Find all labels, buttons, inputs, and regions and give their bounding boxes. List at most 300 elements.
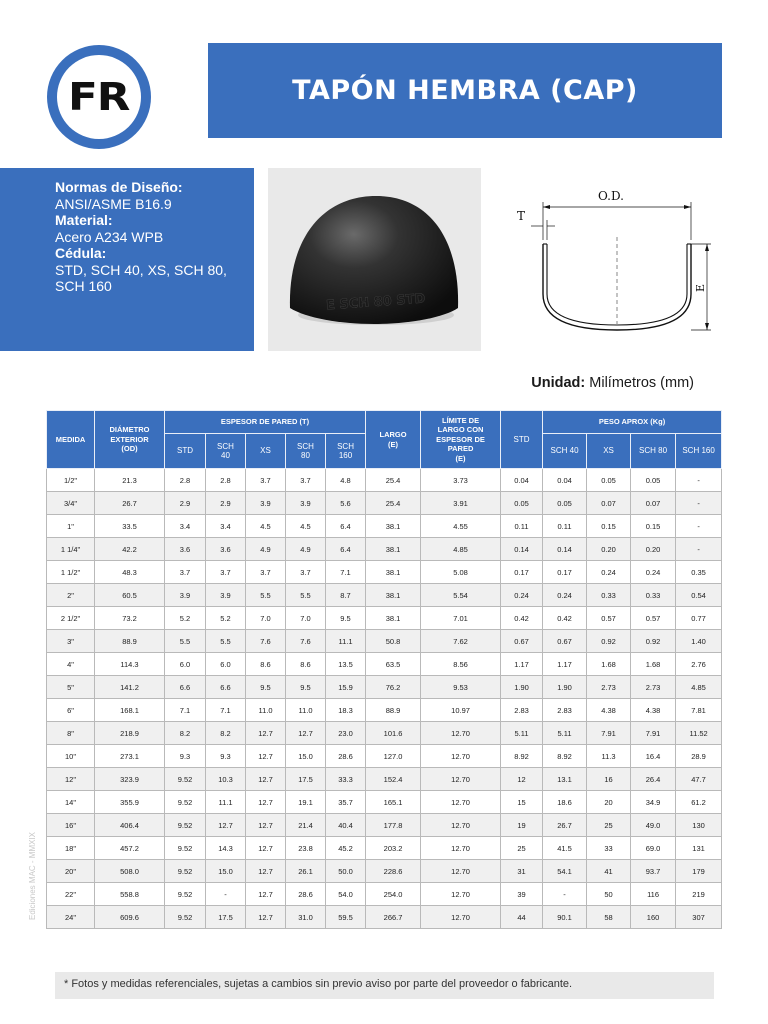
table-cell: 12.70 [421, 837, 501, 860]
table-cell: 4.9 [246, 538, 286, 561]
table-cell: 0.05 [501, 492, 543, 515]
watermark: Ediciones MAC - MMXIX [28, 831, 37, 920]
col-largo [366, 411, 421, 469]
table-cell: 3" [47, 630, 95, 653]
table-cell: 0.04 [543, 469, 587, 492]
table-cell: 7.81 [676, 699, 722, 722]
table-cell: 4.85 [676, 676, 722, 699]
table-cell: 0.33 [587, 584, 631, 607]
table-cell: 0.11 [543, 515, 587, 538]
table-cell: 5.5 [286, 584, 326, 607]
table-cell: 1/2" [47, 469, 95, 492]
table-cell: 8.2 [165, 722, 206, 745]
table-cell: 7.62 [421, 630, 501, 653]
table-cell: 114.3 [95, 653, 165, 676]
table-cell: 0.42 [543, 607, 587, 630]
col-wall-sch160-b: 160 [338, 451, 353, 460]
table-cell: 6" [47, 699, 95, 722]
table-cell: 31 [501, 860, 543, 883]
title-banner [208, 43, 722, 138]
table-cell: 0.05 [543, 492, 587, 515]
table-cell: 5.11 [543, 722, 587, 745]
table-cell: 1.68 [631, 653, 676, 676]
table-cell: 0.14 [501, 538, 543, 561]
table-cell: 73.2 [95, 607, 165, 630]
table-cell: 101.6 [366, 722, 421, 745]
table-cell: 0.07 [631, 492, 676, 515]
table-cell: 2.76 [676, 653, 722, 676]
table-cell: 307 [676, 906, 722, 929]
table-cell: 15.0 [206, 860, 246, 883]
table-cell: 61.2 [676, 791, 722, 814]
units-label: Unidad: [531, 375, 586, 391]
col-limite-line3: ESPESOR DE [436, 434, 485, 444]
table-cell: 3.9 [286, 492, 326, 515]
col-wall-thickness: ESPESOR DE PARED (T) [165, 411, 366, 434]
table-cell: 3.73 [421, 469, 501, 492]
col-wall-sch40-b: 40 [221, 451, 230, 460]
logo-inner-circle [57, 55, 141, 139]
table-cell: 0.17 [501, 561, 543, 584]
table-cell: 323.9 [95, 768, 165, 791]
table-cell: 23.0 [326, 722, 366, 745]
table-cell: 168.1 [95, 699, 165, 722]
table-cell: 12.7 [286, 722, 326, 745]
table-cell: 38.1 [366, 607, 421, 630]
table-cell: 9.52 [165, 768, 206, 791]
table-cell: 218.9 [95, 722, 165, 745]
table-cell: 41.5 [543, 837, 587, 860]
table-cell: 1.17 [543, 653, 587, 676]
table-cell: 14.3 [206, 837, 246, 860]
od-label: O.D. [598, 189, 624, 203]
table-cell: 39 [501, 883, 543, 906]
table-cell: 11.1 [206, 791, 246, 814]
table-cell: 12.70 [421, 906, 501, 929]
table-cell: 54.1 [543, 860, 587, 883]
table-cell: 2.8 [165, 469, 206, 492]
table-cell: 3.9 [246, 492, 286, 515]
col-wall-sch160 [326, 434, 366, 469]
table-cell: 3.7 [286, 561, 326, 584]
table-cell: 12.70 [421, 745, 501, 768]
table-cell: 4.55 [421, 515, 501, 538]
table-cell: 11.0 [286, 699, 326, 722]
table-cell: 3/4" [47, 492, 95, 515]
schedule-label: Cédula: [55, 245, 107, 261]
table-row [47, 538, 722, 561]
col-limite-line2: LARGO CON [437, 425, 484, 435]
table-cell: 9.52 [165, 906, 206, 929]
table-row [47, 791, 722, 814]
table-cell: 7.1 [326, 561, 366, 584]
col-medida: MEDIDA [47, 411, 95, 469]
table-cell: 4.38 [587, 699, 631, 722]
col-weight: PESO APROX (Kg) [543, 411, 722, 434]
table-cell: 1.68 [587, 653, 631, 676]
table-cell: 69.0 [631, 837, 676, 860]
table-cell: 26.7 [543, 814, 587, 837]
table-cell: 20" [47, 860, 95, 883]
col-od-line3: (OD) [121, 444, 138, 454]
table-cell: 3.7 [286, 469, 326, 492]
table-cell: 0.20 [587, 538, 631, 561]
table-cell: 25.4 [366, 492, 421, 515]
table-cell: 5.5 [165, 630, 206, 653]
table-cell: 17.5 [286, 768, 326, 791]
table-cell: 12.7 [246, 745, 286, 768]
company-logo [47, 45, 151, 149]
table-cell: 254.0 [366, 883, 421, 906]
table-cell: 6.0 [206, 653, 246, 676]
table-cell: 7.0 [286, 607, 326, 630]
table-row [47, 883, 722, 906]
table-cell: 1" [47, 515, 95, 538]
table-cell: 21.4 [286, 814, 326, 837]
table-cell: 0.92 [631, 630, 676, 653]
table-cell: 22" [47, 883, 95, 906]
table-cell: 28.6 [286, 883, 326, 906]
table-cell: 25 [587, 814, 631, 837]
col-wall-sch80 [286, 434, 326, 469]
table-cell: 12.7 [246, 791, 286, 814]
table-cell: 4.5 [286, 515, 326, 538]
table-row [47, 860, 722, 883]
table-cell: 8.92 [543, 745, 587, 768]
design-norms-value: ANSI/ASME B16.9 [55, 195, 172, 212]
table-row [47, 630, 722, 653]
col-weight-sch40: SCH 40 [543, 434, 587, 469]
table-cell: 16.4 [631, 745, 676, 768]
table-row [47, 699, 722, 722]
table-row [47, 653, 722, 676]
col-wall-xs: XS [246, 434, 286, 469]
table-cell: 11.3 [587, 745, 631, 768]
t-label: T [516, 209, 526, 223]
col-od [95, 411, 165, 469]
table-cell: 3.9 [165, 584, 206, 607]
table-cell: 63.5 [366, 653, 421, 676]
table-cell: 1.40 [676, 630, 722, 653]
schedule-value-line2: SCH 160 [55, 278, 112, 294]
table-cell: 1 1/4" [47, 538, 95, 561]
table-cell: 4.38 [631, 699, 676, 722]
table-cell: 38.1 [366, 584, 421, 607]
material-value: Acero A234 WPB [55, 228, 164, 245]
table-row [47, 561, 722, 584]
table-cell: 0.24 [543, 584, 587, 607]
material-label: Material: [55, 212, 113, 228]
table-cell: 44 [501, 906, 543, 929]
table-cell: 9.3 [165, 745, 206, 768]
table-cell: 33.5 [95, 515, 165, 538]
table-cell: 12.7 [246, 814, 286, 837]
table-cell: 11.1 [326, 630, 366, 653]
table-cell: 21.3 [95, 469, 165, 492]
table-cell: 4.85 [421, 538, 501, 561]
table-cell: 3.7 [246, 561, 286, 584]
col-wall-sch160-a: SCH [337, 441, 354, 451]
table-cell: 4" [47, 653, 95, 676]
table-cell: 558.8 [95, 883, 165, 906]
dimensions-table [46, 410, 722, 929]
table-row [47, 768, 722, 791]
table-cell: 3.9 [206, 584, 246, 607]
logo-text: FR [68, 75, 130, 119]
design-norms-label: Normas de Diseño: [55, 179, 183, 195]
table-cell: 0.17 [543, 561, 587, 584]
table-cell: 3.4 [165, 515, 206, 538]
table-cell: 0.20 [631, 538, 676, 561]
page-title: TAPÓN HEMBRA (CAP) [292, 75, 638, 106]
table-cell: 2.83 [543, 699, 587, 722]
table-cell: 16 [587, 768, 631, 791]
table-cell: 35.7 [326, 791, 366, 814]
table-cell: 31.0 [286, 906, 326, 929]
table-cell: 8.7 [326, 584, 366, 607]
table-cell: 12.70 [421, 883, 501, 906]
table-cell: 203.2 [366, 837, 421, 860]
table-cell: 0.57 [631, 607, 676, 630]
table-cell: 1.90 [501, 676, 543, 699]
table-cell: 0.24 [587, 561, 631, 584]
col-weight-sch80: SCH 80 [631, 434, 676, 469]
table-cell: 5.11 [501, 722, 543, 745]
cast-marking-text: E SCH 80 STD [325, 291, 426, 314]
table-cell: 5.6 [326, 492, 366, 515]
table-cell: 1.17 [501, 653, 543, 676]
table-cell: 33.3 [326, 768, 366, 791]
table-header [47, 411, 722, 469]
table-cell: 6.4 [326, 538, 366, 561]
table-cell: 0.24 [631, 561, 676, 584]
table-cell: 127.0 [366, 745, 421, 768]
table-cell: 9.3 [206, 745, 246, 768]
table-cell: 8.6 [246, 653, 286, 676]
table-row [47, 584, 722, 607]
table-cell: 160 [631, 906, 676, 929]
table-row [47, 722, 722, 745]
table-cell: 76.2 [366, 676, 421, 699]
table-cell: 12.70 [421, 722, 501, 745]
table-cell: 12.7 [246, 883, 286, 906]
table-cell: 406.4 [95, 814, 165, 837]
col-od-line2: EXTERIOR [110, 434, 149, 444]
table-cell: 9.52 [165, 814, 206, 837]
table-cell: 12" [47, 768, 95, 791]
table-cell: 9.5 [326, 607, 366, 630]
col-limite-line4: PARED [447, 444, 474, 454]
table-cell: 8.2 [206, 722, 246, 745]
table-cell: 7.6 [246, 630, 286, 653]
col-wall-sch80-a: SCH [297, 441, 314, 451]
table-cell: 6.6 [206, 676, 246, 699]
spec-box [0, 168, 254, 351]
table-cell: 19.1 [286, 791, 326, 814]
col-wall-sch40 [206, 434, 246, 469]
table-cell: 5.54 [421, 584, 501, 607]
footnote: * Fotos y medidas referenciales, sujetas a cambios sin previo aviso por parte del proveedor o fabricante. [55, 972, 714, 999]
table-cell: 50.0 [326, 860, 366, 883]
table-row [47, 906, 722, 929]
table-cell: 9.52 [165, 883, 206, 906]
table-cell: 2.83 [501, 699, 543, 722]
table-cell: 6.6 [165, 676, 206, 699]
table-cell: 26.1 [286, 860, 326, 883]
table-cell: 7.6 [286, 630, 326, 653]
table-cell: 177.8 [366, 814, 421, 837]
table-body [47, 469, 722, 929]
table-cell: 12 [501, 768, 543, 791]
table-cell: 8" [47, 722, 95, 745]
table-cell: 2.8 [206, 469, 246, 492]
table-cell: 50 [587, 883, 631, 906]
table-cell: 0.92 [587, 630, 631, 653]
table-cell: 10.97 [421, 699, 501, 722]
table-cell: 4.9 [286, 538, 326, 561]
table-cell: 15.0 [286, 745, 326, 768]
table-cell: 90.1 [543, 906, 587, 929]
table-cell: 9.5 [246, 676, 286, 699]
table-cell: 18.6 [543, 791, 587, 814]
table-cell: 9.52 [165, 837, 206, 860]
table-cell: 12.7 [246, 722, 286, 745]
table-cell: 3.6 [206, 538, 246, 561]
table-cell: - [676, 515, 722, 538]
table-cell: 15 [501, 791, 543, 814]
col-limite [421, 411, 501, 469]
table-cell: 88.9 [95, 630, 165, 653]
table-cell: 0.42 [501, 607, 543, 630]
table-cell: 49.0 [631, 814, 676, 837]
table-cell: 6.0 [165, 653, 206, 676]
table-cell: 16" [47, 814, 95, 837]
table-cell: 4.5 [246, 515, 286, 538]
table-cell: 8.92 [501, 745, 543, 768]
cap-diagram [505, 182, 720, 342]
col-od-line1: DIÁMETRO [109, 425, 150, 435]
table-cell: 9.53 [421, 676, 501, 699]
table-cell: 12.70 [421, 768, 501, 791]
table-cell: 3.7 [206, 561, 246, 584]
table-cell: - [676, 538, 722, 561]
table-cell: 355.9 [95, 791, 165, 814]
table-cell: 0.77 [676, 607, 722, 630]
table-cell: 6.4 [326, 515, 366, 538]
table-cell: 59.5 [326, 906, 366, 929]
table-row [47, 814, 722, 837]
table-cell: 12.70 [421, 814, 501, 837]
table-cell: 20 [587, 791, 631, 814]
table-cell: 45.2 [326, 837, 366, 860]
table-cell: 0.24 [501, 584, 543, 607]
table-cell: 2" [47, 584, 95, 607]
table-cell: 0.04 [501, 469, 543, 492]
table-cell: 141.2 [95, 676, 165, 699]
table-cell: 131 [676, 837, 722, 860]
table-cell: 18.3 [326, 699, 366, 722]
table-cell: 41 [587, 860, 631, 883]
table-cell: 2.9 [206, 492, 246, 515]
table-cell: 0.05 [587, 469, 631, 492]
col-limite-line1: LÍMITE DE [442, 415, 480, 425]
table-cell: 54.0 [326, 883, 366, 906]
table-cell: 33 [587, 837, 631, 860]
table-cell: 93.7 [631, 860, 676, 883]
table-cell: 0.57 [587, 607, 631, 630]
table-cell: 165.1 [366, 791, 421, 814]
table-cell: 3.4 [206, 515, 246, 538]
table-cell: 7.91 [631, 722, 676, 745]
table-cell: 19 [501, 814, 543, 837]
pipe-cap-image [268, 168, 481, 351]
table-cell: 26.4 [631, 768, 676, 791]
table-cell: 47.7 [676, 768, 722, 791]
table-cell: 457.2 [95, 837, 165, 860]
table-cell: 38.1 [366, 561, 421, 584]
table-cell: 0.54 [676, 584, 722, 607]
table-cell: 219 [676, 883, 722, 906]
table-cell: 26.7 [95, 492, 165, 515]
table-cell: 9.52 [165, 791, 206, 814]
units-line [0, 375, 694, 391]
table-cell: 17.5 [206, 906, 246, 929]
table-cell: 25 [501, 837, 543, 860]
table-cell: 0.67 [501, 630, 543, 653]
table-cell: 11.52 [676, 722, 722, 745]
table-cell: 609.6 [95, 906, 165, 929]
table-cell: 12.7 [246, 906, 286, 929]
col-weight-std: STD [501, 411, 543, 469]
table-cell: 2.73 [631, 676, 676, 699]
table-cell: 50.8 [366, 630, 421, 653]
table-cell: 48.3 [95, 561, 165, 584]
table-cell: 2.9 [165, 492, 206, 515]
col-limite-line5: (E) [455, 453, 466, 463]
table-cell: 24" [47, 906, 95, 929]
table-row [47, 837, 722, 860]
table-cell: 3.7 [165, 561, 206, 584]
table-cell: 7.1 [165, 699, 206, 722]
table-cell: 23.8 [286, 837, 326, 860]
table-cell: 58 [587, 906, 631, 929]
table-cell: 152.4 [366, 768, 421, 791]
col-wall-sch40-a: SCH [217, 441, 234, 451]
table-cell: 5.2 [206, 607, 246, 630]
table-cell: 12.7 [246, 837, 286, 860]
table-cell: 0.11 [501, 515, 543, 538]
table-cell: 2 1/2" [47, 607, 95, 630]
table-cell: 273.1 [95, 745, 165, 768]
table-cell: 38.1 [366, 515, 421, 538]
table-cell: 5.5 [206, 630, 246, 653]
technical-drawing [505, 182, 720, 342]
table-cell: - [676, 492, 722, 515]
table-cell: 0.15 [587, 515, 631, 538]
table-cell: 0.05 [631, 469, 676, 492]
table-cell: 15.9 [326, 676, 366, 699]
table-cell: 60.5 [95, 584, 165, 607]
table-cell: 5.5 [246, 584, 286, 607]
col-weight-xs: XS [587, 434, 631, 469]
col-wall-sch80-b: 80 [301, 451, 310, 460]
table-cell: 10.3 [206, 768, 246, 791]
table-cell: - [676, 469, 722, 492]
table-cell: 1.90 [543, 676, 587, 699]
product-photo [268, 168, 481, 351]
table-cell: 7.0 [246, 607, 286, 630]
table-cell: 179 [676, 860, 722, 883]
